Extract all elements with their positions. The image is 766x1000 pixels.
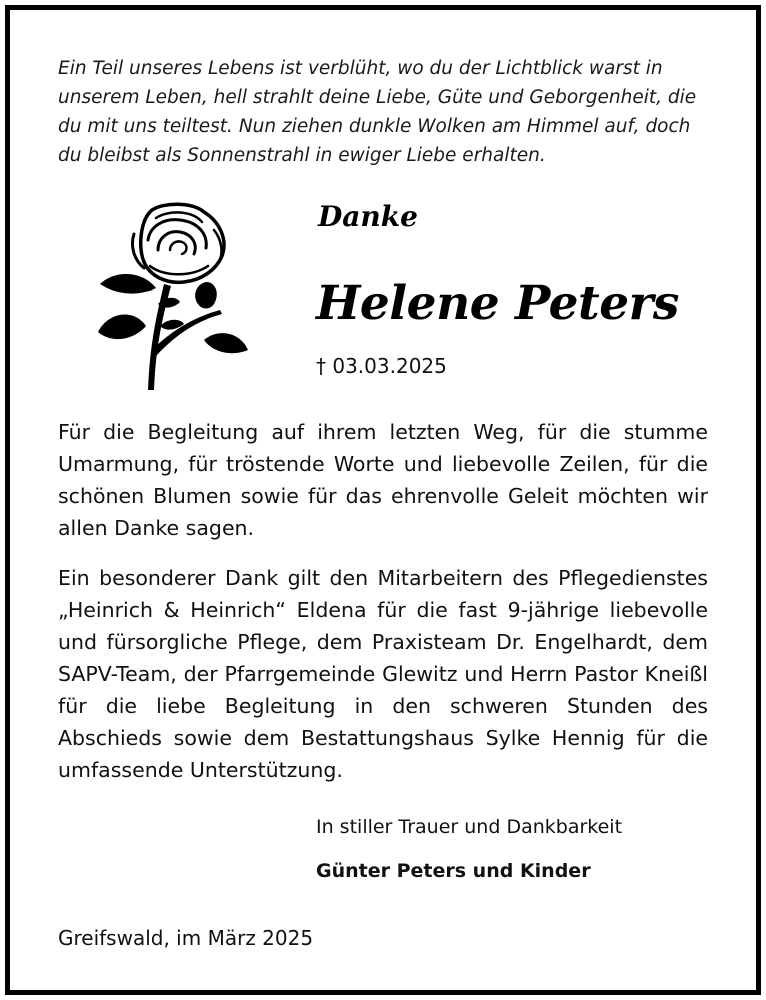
place-date: Greifswald, im März 2025	[58, 926, 314, 950]
memorial-poem	[58, 54, 718, 170]
death-date: † 03.03.2025	[316, 354, 447, 378]
poem-line: du mit uns teiltest. Nun ziehen dunkle Wolken am Himmel auf, doch	[58, 116, 691, 137]
rose-icon	[94, 200, 250, 392]
signers: Günter Peters und Kinder	[316, 860, 591, 882]
poem-line: Ein Teil unseres Lebens ist verblüht, wo du der Lichtblick warst in	[58, 58, 663, 79]
deceased-name: Helene Peters	[316, 276, 679, 331]
thanks-paragraph-2: Ein besonderer Dank gilt den Mitarbeitern des Pflegedienstes „Heinrich & Heinrich“ Eldena für die fast 9-jährige liebevolle und fürsorgliche Pflege, dem Praxisteam Dr. Engelhardt, dem SAPV-Team, der Pfarrgemeinde Glewitz und Herrn Pastor Kneißl für die liebe Begleitung in den schweren Stunden des Abschieds sowie dem Bestattungshaus Sylke Hennig für die umfassende Unterstützung.	[58, 566, 708, 782]
thanks-heading: Danke	[318, 200, 418, 233]
poem-line: du bleibst als Sonnenstrahl in ewiger Liebe erhalten.	[58, 145, 546, 166]
closing-phrase: In stiller Trauer und Dankbarkeit	[316, 816, 623, 838]
thanks-paragraph-1: Für die Begleitung auf ihrem letzten Weg, für die stumme Umarmung, für tröstende Worte und liebevolle Zeilen, für die schönen Blumen sowie für das ehrenvolle Geleit möchten wir allen Danke sagen.	[58, 420, 708, 540]
poem-line: unserem Leben, hell strahlt deine Liebe, Güte und Geborgenheit, die	[58, 87, 697, 108]
